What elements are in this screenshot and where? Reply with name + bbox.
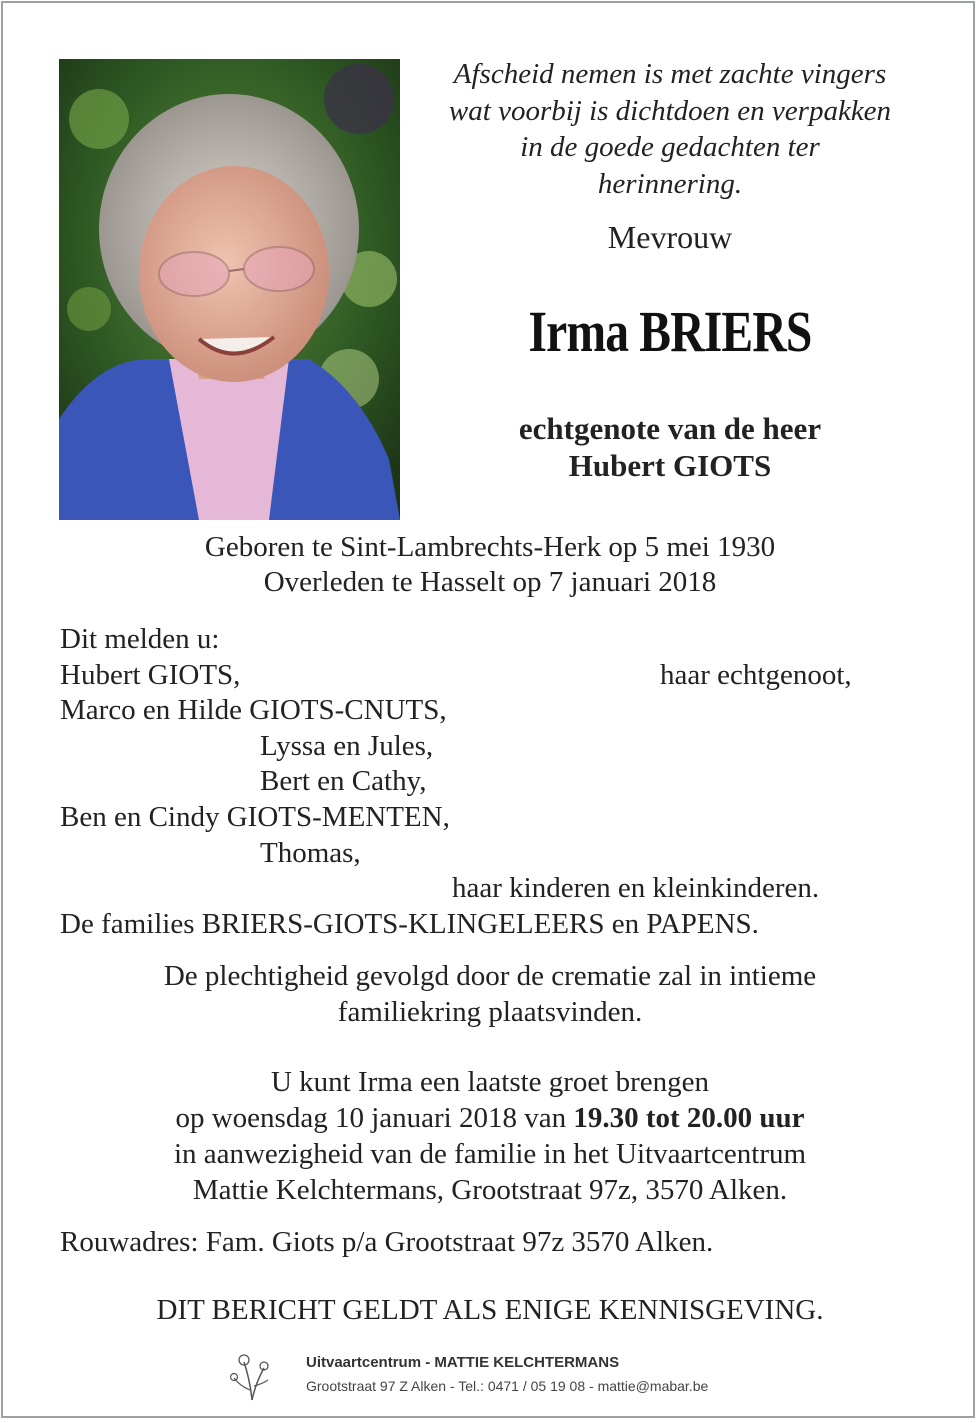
birth-line: Geboren te Sint-Lambrechts-Herk op 5 mei 1930 xyxy=(204,531,776,563)
poem-line: wat voorbij is dichtdoen en verpakken xyxy=(448,94,892,127)
deceased-name: Irma BRIERS xyxy=(528,299,812,364)
funeral-home-contact: Grootstraat 97 Z Alken - Tel.: 0471 / 05 19 08 - mattie@mabar.be xyxy=(306,1378,709,1394)
poem xyxy=(410,56,930,202)
visitation-info xyxy=(40,1064,940,1208)
visit-time: 19.30 tot 20.00 uur xyxy=(573,1102,805,1134)
salutation: Mevrouw xyxy=(607,219,733,255)
husband-name: Hubert GIOTS, xyxy=(60,658,241,691)
grandchildren-name: Thomas, xyxy=(260,836,361,869)
spouse-block xyxy=(410,410,930,484)
poem-line: herinnering. xyxy=(597,167,743,200)
family-list xyxy=(60,622,940,942)
child-name: Marco en Hilde GIOTS-CNUTS, xyxy=(60,694,447,727)
husband-role: haar echtgenoot, xyxy=(660,658,852,691)
visit-line xyxy=(40,1100,940,1136)
spouse-relation: echtgenote van de heer xyxy=(518,411,822,446)
ceremony-line: familiekring plaatsvinden. xyxy=(337,996,643,1028)
visit-date: op woensdag 10 januari 2018 van xyxy=(175,1102,574,1134)
ceremony-line: De plechtigheid gevolgd door de crematie zal in intieme xyxy=(163,960,817,992)
funeral-home-name: Uitvaartcentrum - MATTIE KELCHTERMANS xyxy=(306,1354,620,1371)
ceremony-info xyxy=(40,958,940,1030)
life-dates xyxy=(40,530,940,600)
visit-line: in aanwezigheid van de familie in het Uitvaartcentrum xyxy=(173,1138,807,1170)
mourning-address: Rouwadres: Fam. Giots p/a Grootstraat 97z 3570 Alken. xyxy=(60,1226,714,1258)
child-name: Ben en Cindy GIOTS-MENTEN, xyxy=(60,800,450,833)
family-intro: Dit melden u: xyxy=(60,623,220,655)
visit-line: U kunt Irma een laatste groet brengen xyxy=(270,1066,710,1098)
children-role: haar kinderen en kleinkinderen. xyxy=(452,872,820,905)
families-line: De families BRIERS-GIOTS-KLINGELEERS en PAPENS. xyxy=(60,907,759,940)
grandchildren-name: Bert en Cathy, xyxy=(260,765,427,798)
spouse-name: Hubert GIOTS xyxy=(568,448,772,483)
flower-logo-icon xyxy=(222,1350,282,1402)
visit-line: Mattie Kelchtermans, Grootstraat 97z, 3570 Alken. xyxy=(192,1174,788,1206)
grandchildren-name: Lyssa en Jules, xyxy=(260,729,434,762)
poem-line: in de goede gedachten ter xyxy=(520,131,820,163)
funeral-home-footer xyxy=(222,1350,762,1402)
death-line: Overleden te Hasselt op 7 januari 2018 xyxy=(263,566,717,598)
notice-statement: DIT BERICHT GELDT ALS ENIGE KENNISGEVING. xyxy=(156,1294,824,1326)
poem-line: Afscheid nemen is met zachte vingers xyxy=(453,58,887,90)
portrait-photo xyxy=(59,59,400,520)
